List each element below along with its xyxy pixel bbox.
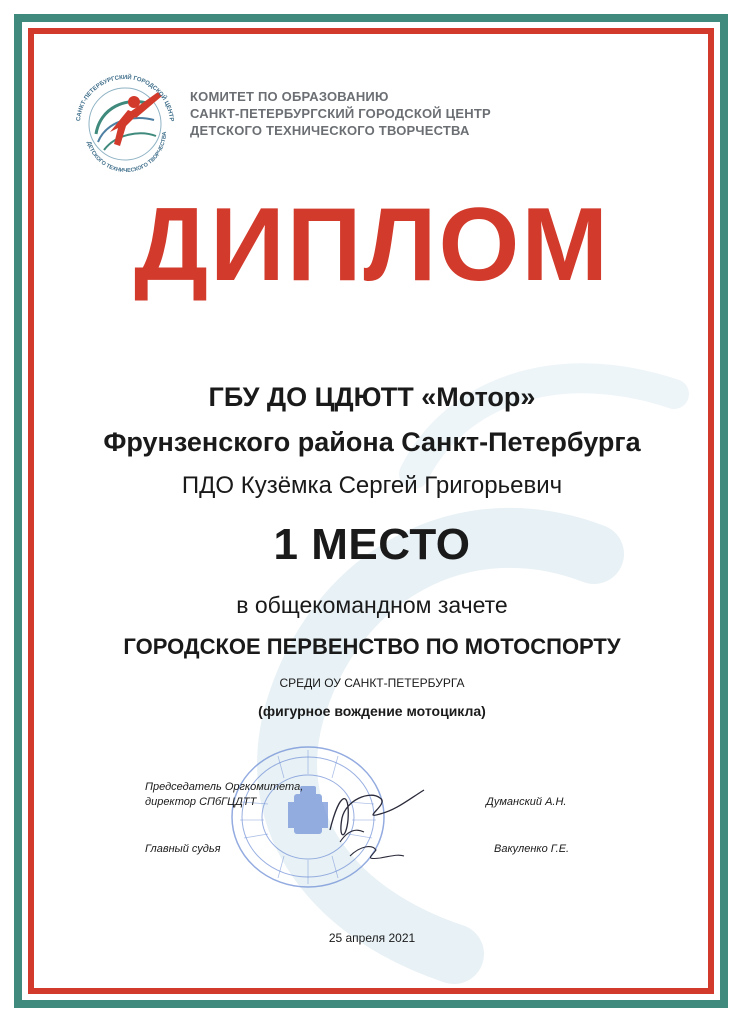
center-name-line1: САНКТ-ПЕТЕРБУРГСКИЙ ГОРОДСКОЙ ЦЕНТР xyxy=(190,106,491,121)
chair-title-line1: Председатель Оргкомитета, xyxy=(145,781,304,793)
judge-signatory-title: Главный судья xyxy=(145,843,221,855)
issue-date: 25 апреля 2021 xyxy=(328,931,416,945)
competition-name: ГОРОДСКОЕ ПЕРВЕНСТВО ПО МОТОСПОРТУ xyxy=(123,634,621,659)
competition-scope: СРЕДИ ОУ САНКТ-ПЕТЕРБУРГА xyxy=(279,676,465,690)
header xyxy=(66,62,666,182)
chair-signatory-title xyxy=(145,780,303,810)
chair-signatory-name: Думанский А.Н. xyxy=(486,796,567,808)
center-name-line2: ДЕТСКОГО ТЕХНИЧЕСКОГО ТВОРЧЕСТВА xyxy=(190,123,470,138)
handwritten-signature xyxy=(320,770,430,870)
diploma-title: ДИПЛОМ xyxy=(133,187,611,303)
logo-ring-top-text: САНКТ-ПЕТЕРБУРГСКИЙ ГОРОДСКОЙ ЦЕНТР xyxy=(76,74,174,122)
chair-title-line2: директор СПбГЦДТТ xyxy=(145,796,257,808)
logo-ring-bottom-text: ДЕТСКОГО ТЕХНИЧЕСКОГО ТВОРЧЕСТВА xyxy=(85,131,169,175)
recipient-organization: ГБУ ДО ЦДЮТТ «Мотор» xyxy=(208,382,536,412)
judge-signatory-name: Вакуленко Г.Е. xyxy=(494,843,570,855)
award-category: в общекомандном зачете xyxy=(236,592,508,618)
center-logo-icon xyxy=(66,62,184,180)
committee-name: КОМИТЕТ ПО ОБРАЗОВАНИЮ xyxy=(190,89,389,104)
competition-discipline: (фигурное вождение мотоцикла) xyxy=(258,703,486,719)
award-place: 1 МЕСТО xyxy=(273,520,471,569)
recipient-district: Фрунзенского района Санкт-Петербурга xyxy=(103,427,641,457)
organization-header xyxy=(190,88,491,139)
recipient-teacher: ПДО Кузёмка Сергей Григорьевич xyxy=(181,472,563,499)
